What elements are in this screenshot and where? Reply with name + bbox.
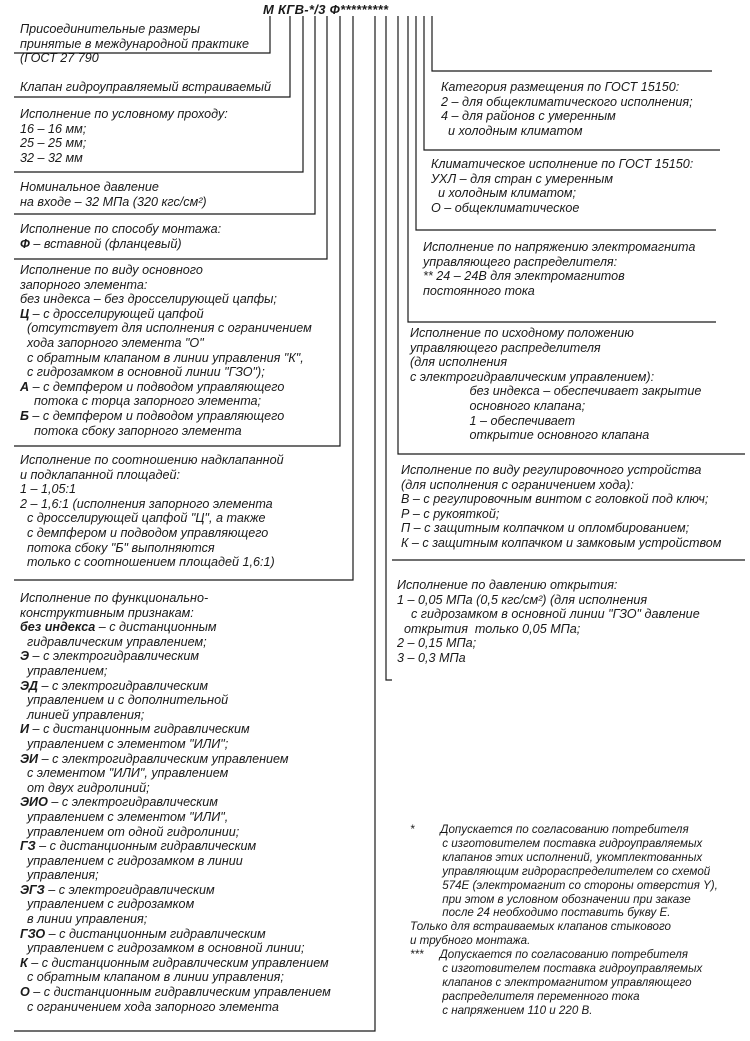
text-line: *** Допускается по согласованию потребителя bbox=[410, 948, 689, 962]
code-letter: Ф bbox=[20, 236, 30, 251]
text-line: 2 – 0,15 МПа; bbox=[397, 636, 477, 651]
text-line: постоянного тока bbox=[423, 283, 535, 298]
block-voltage bbox=[423, 240, 695, 298]
block-pressure bbox=[20, 180, 207, 209]
code-letter: ЭИО bbox=[20, 795, 48, 810]
code-letter: О bbox=[20, 985, 30, 1000]
text-line: принятые в международной практике bbox=[20, 36, 250, 51]
text-line bbox=[20, 591, 331, 606]
code-letter: И bbox=[20, 722, 30, 737]
text-line bbox=[20, 635, 331, 650]
block-area-ratio bbox=[20, 453, 284, 570]
text-line bbox=[20, 336, 312, 351]
line-text: гидравлическим управлением; bbox=[20, 634, 207, 649]
text-line: В – с регулировочным винтом с головкой под ключ; bbox=[401, 492, 709, 507]
text-line bbox=[20, 825, 331, 840]
text-line bbox=[20, 222, 221, 237]
text-line: с гидрозамком в основной линии "ГЗО" давление bbox=[397, 607, 700, 622]
text-line: Исполнение по соотношению надклапанной bbox=[20, 453, 284, 467]
text-line: клапанов с электромагнитом управляющего bbox=[410, 975, 692, 989]
text-line bbox=[20, 693, 331, 708]
line-text: хода запорного элемента "О" bbox=[20, 335, 204, 350]
line-text: управлением с элементом "ИЛИ"; bbox=[20, 736, 229, 751]
text-line: с изготовителем поставка гидроуправляемых bbox=[410, 836, 703, 850]
text-line: после 24 необходимо поставить букву Е. bbox=[410, 906, 671, 920]
text-line bbox=[20, 722, 331, 737]
line-text: – с дросселирующей цапфой bbox=[29, 306, 204, 321]
text-line: 1 – 0,05 МПа (0,5 кгс/см²) (для исполнения bbox=[397, 592, 648, 607]
line-text: Исполнение по виду основного bbox=[20, 263, 203, 277]
text-line bbox=[20, 679, 331, 694]
text-line: и холодным климатом bbox=[441, 123, 583, 138]
text-line bbox=[20, 394, 312, 409]
line-text: в линии управления; bbox=[20, 912, 148, 927]
text-line bbox=[20, 409, 312, 424]
text-line: Исполнение по напряжению электромагнита bbox=[423, 240, 696, 254]
text-line: 32 – 32 мм bbox=[20, 150, 83, 165]
text-line bbox=[20, 606, 331, 621]
text-line: Исполнение по виду регулировочного устройства bbox=[401, 463, 702, 477]
text-line: открытия только 0,05 МПа; bbox=[397, 621, 581, 636]
line-text: запорного элемента: bbox=[20, 277, 148, 292]
text-line: Категория размещения по ГОСТ 15150: bbox=[441, 80, 680, 94]
line-text: – с электрогидравлическим bbox=[37, 678, 208, 693]
text-line bbox=[20, 883, 331, 898]
text-line: Исполнение по давлению открытия: bbox=[397, 578, 618, 592]
line-text: – с электрогидравлическим bbox=[44, 882, 215, 897]
text-line bbox=[20, 854, 331, 869]
line-text: – с дистанционным гидравлическим управлением bbox=[27, 955, 329, 970]
text-line: основного клапана; bbox=[410, 398, 586, 413]
text-line bbox=[20, 380, 312, 395]
text-line bbox=[20, 985, 331, 1000]
text-line: К – с защитным колпачком и замковым устройством bbox=[401, 535, 722, 550]
text-line bbox=[20, 737, 331, 752]
line-text: с ограничением хода запорного элемента bbox=[20, 999, 279, 1014]
text-line: 2 – 1,6:1 (исполнения запорного элемента bbox=[20, 496, 273, 511]
text-line bbox=[20, 237, 221, 252]
text-line: управляющего распределителя bbox=[410, 340, 601, 355]
block-closing-element bbox=[20, 263, 312, 438]
text-line: распределителя переменного тока bbox=[410, 989, 640, 1003]
text-line bbox=[20, 766, 331, 781]
line-text: – с дистанционным гидравлическим bbox=[29, 722, 250, 737]
text-line: только с соотношением площадей 1,6:1) bbox=[20, 555, 275, 570]
line-text: – с демпфером и подводом управляющего bbox=[29, 379, 285, 394]
block-placement bbox=[441, 80, 693, 138]
line-text: управлением с гидрозамком в линии bbox=[20, 853, 243, 868]
text-line: 1 – обеспечивает bbox=[410, 413, 576, 428]
line-text: управлением с гидрозамком bbox=[20, 897, 195, 912]
text-line: управляющим гидрораспределителем со схемой bbox=[410, 864, 711, 878]
line-text: – с дистанционным гидравлическим bbox=[45, 926, 266, 941]
line-text: потока сбоку запорного элемента bbox=[20, 423, 242, 438]
text-line: Номинальное давление bbox=[20, 180, 159, 194]
designation-code: М КГВ-*/3 Ф********* bbox=[263, 2, 389, 17]
text-line bbox=[20, 708, 331, 723]
text-line bbox=[20, 839, 331, 854]
text-line bbox=[20, 941, 331, 956]
text-line: с демпфером и подводом управляющего bbox=[20, 525, 269, 540]
line-text: с гидрозамком в основной линии "ГЗО"); bbox=[20, 365, 265, 380]
line-text: конструктивным признакам: bbox=[20, 605, 194, 620]
text-line: УХЛ – для стран с умеренным bbox=[431, 171, 613, 186]
line-text: – с дистанционным bbox=[95, 620, 217, 635]
text-line: П – с защитным колпачком и опломбированием; bbox=[401, 521, 690, 536]
line-text: с элементом "ИЛИ", управлением bbox=[20, 766, 229, 781]
text-line bbox=[20, 810, 331, 825]
text-line bbox=[20, 620, 331, 635]
text-line bbox=[20, 1000, 331, 1015]
text-line: и холодным климатом; bbox=[431, 186, 576, 201]
line-text: (отсутствует для исполнения с ограничением bbox=[20, 321, 312, 336]
line-text: – с дистанционным гидравлическим bbox=[35, 839, 257, 854]
text-line bbox=[20, 649, 331, 664]
code-letter: ЭГЗ bbox=[20, 882, 45, 897]
text-line: 25 – 25 мм; bbox=[20, 136, 87, 151]
block-mounting bbox=[20, 222, 221, 251]
text-line: 1 – 1,05:1 bbox=[20, 482, 77, 497]
text-line: О – общеклиматическое bbox=[431, 200, 580, 215]
text-line: с изготовителем поставка гидроуправляемых bbox=[410, 962, 703, 976]
text-line: * Допускается по согласованию потребителя bbox=[410, 823, 689, 836]
line-text: управлением от одной гидролинии; bbox=[20, 824, 240, 839]
line-text: потока с торца запорного элемента; bbox=[20, 394, 262, 409]
text-line bbox=[20, 912, 331, 927]
text-line: (для исполнения с ограничением хода): bbox=[401, 477, 634, 492]
text-line: 574Е (электромагнит со стороны отверстия Y), bbox=[410, 878, 718, 892]
text-line bbox=[20, 897, 331, 912]
line-text: – вставной (фланцевый) bbox=[29, 236, 182, 251]
code-letter: ЭИ bbox=[20, 751, 39, 766]
text-line bbox=[20, 795, 331, 810]
text-line bbox=[20, 956, 331, 971]
code-letter: Э bbox=[20, 649, 30, 664]
line-text: – с электрогидравлическим bbox=[29, 649, 200, 664]
text-line: (для исполнения bbox=[410, 355, 508, 370]
block-footnotes bbox=[410, 823, 718, 1018]
line-text: – с демпфером и подводом управляющего bbox=[28, 408, 285, 423]
line-text: от двух гидролиний; bbox=[20, 780, 150, 795]
text-line: с напряжением 110 и 220 В. bbox=[410, 1003, 593, 1017]
text-line: ** 24 – 24В для электромагнитов bbox=[423, 269, 625, 284]
text-line bbox=[20, 351, 312, 366]
text-line: 4 – для районов с умеренным bbox=[441, 109, 616, 124]
text-line bbox=[20, 664, 331, 679]
text-line: Исполнение по исходному положению bbox=[410, 326, 634, 340]
block-adjuster bbox=[401, 463, 721, 551]
line-text: управлением с элементом "ИЛИ", bbox=[20, 809, 229, 824]
code-letter: ГЗ bbox=[20, 839, 36, 854]
code-letter: ЭД bbox=[20, 678, 38, 693]
block-climate bbox=[431, 157, 693, 215]
line-text: с обратным клапаном в линии управления; bbox=[20, 970, 284, 985]
leader-placement bbox=[432, 16, 712, 71]
text-line bbox=[20, 927, 331, 942]
text-line: 16 – 16 мм; bbox=[20, 121, 87, 136]
line-text: управлением и с дополнительной bbox=[20, 693, 229, 708]
line-text: с обратным клапаном в линии управления "К", bbox=[20, 350, 304, 365]
text-line bbox=[20, 365, 312, 380]
text-line: управляющего распределителя: bbox=[423, 254, 618, 269]
text-line: клапанов этих исполнений, укомплектованных bbox=[410, 850, 703, 864]
text-line bbox=[20, 781, 331, 796]
text-line bbox=[20, 321, 312, 336]
text-line: Только для встраиваемых клапанов стыкового bbox=[410, 920, 671, 934]
code-letter: Б bbox=[20, 408, 29, 423]
line-text: без индекса – без дросселирующей цапфы; bbox=[20, 292, 277, 307]
text-line bbox=[20, 278, 312, 293]
text-line: и трубного монтажа. bbox=[410, 934, 531, 948]
text-line: Клапан гидроуправляемый встраиваемый bbox=[20, 80, 272, 94]
text-line bbox=[20, 307, 312, 322]
code-letter: А bbox=[20, 379, 30, 394]
code-letter: ГЗО bbox=[20, 926, 46, 941]
line-text: Исполнение по способу монтажа: bbox=[20, 222, 222, 236]
code-letter: К bbox=[20, 955, 28, 970]
code-letter: без индекса bbox=[20, 620, 96, 635]
text-line bbox=[20, 970, 331, 985]
text-line: при этом в условном обозначении при заказе bbox=[410, 892, 691, 906]
text-line bbox=[20, 868, 331, 883]
text-line: без индекса – обеспечивает закрытие bbox=[410, 384, 702, 399]
leader-opening-pressure bbox=[386, 16, 392, 680]
text-line: Климатическое исполнение по ГОСТ 15150: bbox=[431, 157, 694, 171]
text-line bbox=[20, 424, 312, 439]
text-line: 2 – для общеклиматического исполнения; bbox=[441, 94, 693, 109]
line-text: управлением с гидрозамком в основной линии; bbox=[20, 941, 305, 956]
line-text: Исполнение по функционально- bbox=[20, 591, 209, 605]
line-text: управлением; bbox=[20, 663, 108, 678]
block-valve-type bbox=[20, 80, 271, 95]
line-text: линией управления; bbox=[20, 707, 145, 722]
text-line: Присоединительные размеры bbox=[20, 22, 201, 36]
block-connection bbox=[20, 22, 249, 66]
text-line: 3 – 0,3 МПа bbox=[397, 650, 466, 665]
text-line: Р – с рукояткой; bbox=[401, 506, 500, 521]
line-text: – с электрогидравлическим bbox=[47, 795, 218, 810]
text-line: с дросселирующей цапфой "Ц", а также bbox=[20, 511, 266, 526]
text-line: на входе – 32 МПа (320 кгс/см²) bbox=[20, 194, 207, 209]
line-text: – с дистанционным гидравлическим управлением bbox=[29, 985, 331, 1000]
line-text: – с электрогидравлическим управлением bbox=[38, 751, 289, 766]
text-line: Исполнение по условному проходу: bbox=[20, 107, 228, 121]
text-line: (ГОСТ 27 790 bbox=[20, 51, 99, 66]
text-line: потока сбоку "Б" выполняются bbox=[20, 540, 215, 555]
text-line: открытие основного клапана bbox=[410, 428, 650, 443]
text-line bbox=[20, 292, 312, 307]
block-initial-position bbox=[410, 326, 701, 443]
block-bore bbox=[20, 107, 228, 165]
line-text: управления; bbox=[20, 868, 99, 883]
text-line: с электрогидравлическим управлением): bbox=[410, 369, 655, 384]
code-letter: Ц bbox=[20, 306, 30, 321]
block-functional bbox=[20, 591, 331, 1014]
text-line bbox=[20, 752, 331, 767]
text-line: и подклапанной площадей: bbox=[20, 467, 180, 482]
text-line bbox=[20, 263, 312, 278]
block-opening-pressure bbox=[397, 578, 700, 666]
